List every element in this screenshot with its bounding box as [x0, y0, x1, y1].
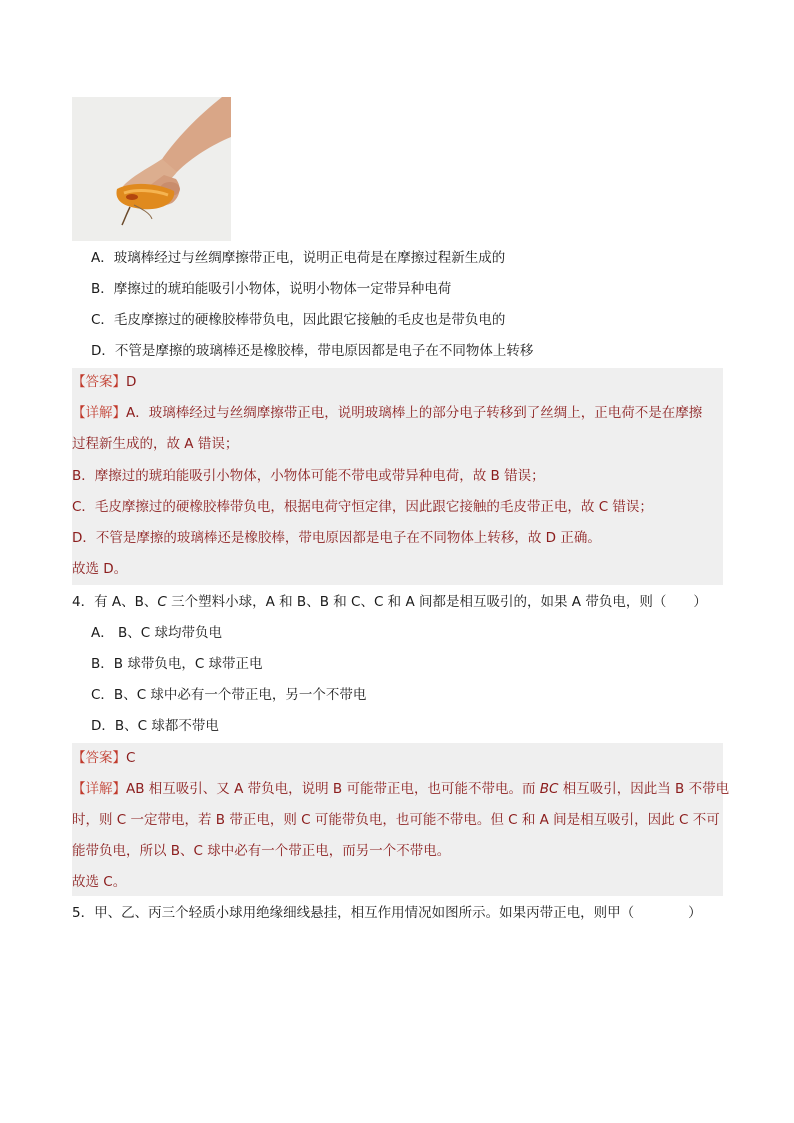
q5-stem: 5．甲、乙、丙三个轻质小球用绝缘细线悬挂，相互作用情况如图所示。如果丙带正电，则甲（ ） [72, 905, 702, 921]
answer-value: C [126, 750, 136, 766]
q4-detail-line-2: 时，则 C 一定带电，若 B 带正电，则 C 可能带负电，也可能不带电。但 C 和 A 间是相互吸引，因此 C 不可 [72, 812, 720, 828]
detail-italic: BC [539, 781, 559, 797]
detail-text-2: 相互吸引，因此当 B 不带电 [558, 781, 730, 797]
q3-detail-line-3: B．摩擦过的琥珀能吸引小物体，小物体可能不带电或带异种电荷，故 B 错误； [72, 468, 545, 484]
q3-option-a: A．玻璃棒经过与丝绸摩擦带正电，说明正电荷是在摩擦过程新生成的 [91, 250, 506, 266]
detail-text: A．玻璃棒经过与丝绸摩擦带正电，说明玻璃棒上的部分电子转移到了丝绸上，正电荷不是在摩擦 [126, 405, 703, 421]
detail-text: AB 相互吸引、又 A 带负电，说明 B 可能带正电，也可能不带电。而 [126, 781, 540, 797]
q4-stem-italic: C [157, 594, 167, 610]
q4-option-b: B．B 球带负电，C 球带正电 [91, 656, 263, 672]
detail-tag: 【详解】 [72, 405, 126, 421]
detail-tag: 【详解】 [72, 781, 126, 797]
q3-detail-line-5: D．不管是摩擦的玻璃棒还是橡胶棒，带电原因都是电子在不同物体上转移，故 D 正确。 [72, 530, 601, 546]
amber-photo [72, 97, 231, 241]
q4-option-a: A． B、C 球均带负电 [91, 625, 223, 641]
q4-detail-line-3: 能带负电，所以 B、C 球中必有一个带正电，而另一个不带电。 [72, 843, 451, 859]
q4-stem-text: 4．有 A、B、 [72, 594, 158, 610]
q4-answer-block [72, 743, 730, 896]
q4-option-d: D．B、C 球都不带电 [91, 718, 219, 734]
q3-option-c: C．毛皮摩擦过的硬橡胶棒带负电，因此跟它接触的毛皮也是带负电的 [91, 312, 506, 328]
q3-conclusion: 故选 D。 [72, 561, 128, 577]
q3-detail-line-1 [72, 403, 723, 423]
q4-stem [72, 592, 723, 612]
q4-detail-line-1 [72, 779, 730, 799]
answer-value: D [126, 374, 137, 390]
q4-stem-text-2: 三个塑料小球，A 和 B、B 和 C、C 和 A 间都是相互吸引的，如果 A 带负电，则（ ） [166, 594, 707, 610]
q3-detail-line-2: 过程新生成的，故 A 错误； [72, 436, 239, 452]
q4-answer-line [72, 748, 723, 768]
q3-answer-block [72, 368, 723, 585]
q3-answer-line [72, 372, 723, 392]
q3-option-d: D．不管是摩擦的玻璃棒还是橡胶棒，带电原因都是电子在不同物体上转移 [91, 343, 534, 359]
q4-option-c: C．B、C 球中必有一个带正电，另一个不带电 [91, 687, 367, 703]
q3-option-b: B．摩擦过的琥珀能吸引小物体，说明小物体一定带异种电荷 [91, 281, 452, 297]
answer-tag: 【答案】 [72, 374, 126, 390]
q3-detail-line-4: C．毛皮摩擦过的硬橡胶棒带负电，根据电荷守恒定律，因此跟它接触的毛皮带正电，故 C 错误； [72, 499, 653, 515]
q4-conclusion: 故选 C。 [72, 874, 127, 890]
answer-tag: 【答案】 [72, 750, 126, 766]
